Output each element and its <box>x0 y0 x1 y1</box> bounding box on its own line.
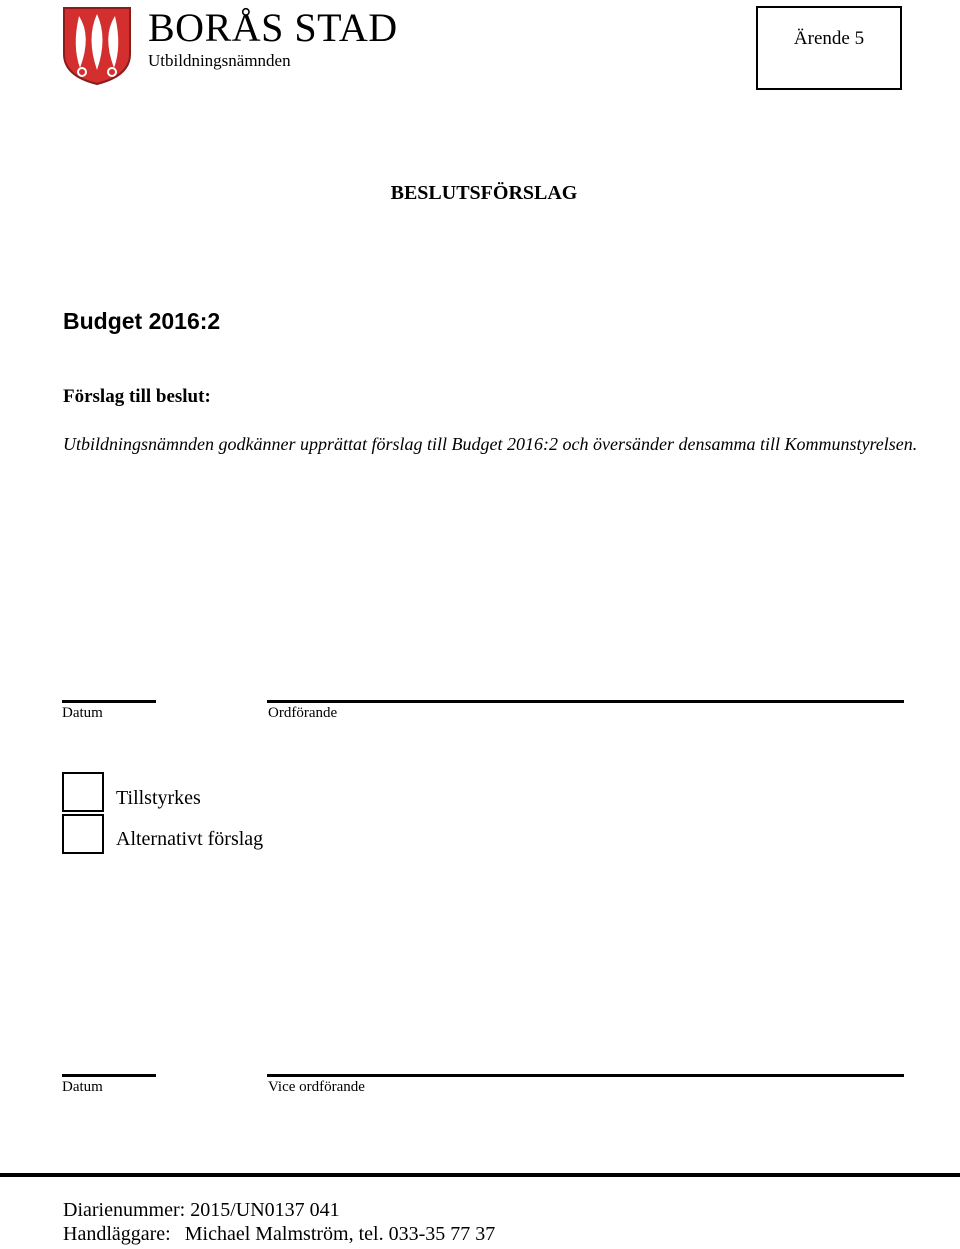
alternative-checkbox[interactable] <box>62 814 104 854</box>
vice-chair-signature-line <box>267 1074 904 1077</box>
chair-signature-line <box>267 700 904 703</box>
proposal-heading: Förslag till beslut: <box>63 386 211 407</box>
approve-checkbox[interactable] <box>62 772 104 812</box>
footer-divider <box>0 1173 960 1177</box>
proposal-text: Utbildningsnämnden godkänner upprättat förslag till Budget 2016:2 och översänder densamma till Kommunstyrelsen. <box>63 434 918 454</box>
document-title: Budget 2016:2 <box>63 308 221 334</box>
org-subtitle: Utbildningsnämnden <box>148 51 291 70</box>
case-number-box <box>756 6 902 90</box>
date-signature-line-bottom <box>62 1074 156 1077</box>
case-number: Ärende 5 <box>793 28 865 49</box>
handler-label: Handläggare: <box>63 1223 171 1245</box>
date-label-bottom: Datum <box>62 1079 103 1095</box>
vice-chair-label: Vice ordförande <box>268 1079 365 1095</box>
diary-number <box>63 1199 340 1222</box>
diary-value: 2015/UN0137 041 <box>190 1199 340 1221</box>
alternative-label: Alternativt förslag <box>116 828 264 850</box>
approve-label: Tillstyrkes <box>116 787 201 809</box>
date-label: Datum <box>62 705 103 721</box>
org-name: BORÅS STAD <box>148 5 398 50</box>
coat-of-arms-icon <box>62 6 132 86</box>
diary-label: Diarienummer: <box>63 1199 186 1221</box>
header-logo <box>62 5 398 86</box>
date-signature-line <box>62 700 156 703</box>
chair-label: Ordförande <box>268 705 338 721</box>
handler-value: Michael Malmström, tel. 033-35 77 37 <box>184 1223 496 1245</box>
document-type: BESLUTSFÖRSLAG <box>390 182 578 204</box>
handler <box>63 1223 495 1246</box>
